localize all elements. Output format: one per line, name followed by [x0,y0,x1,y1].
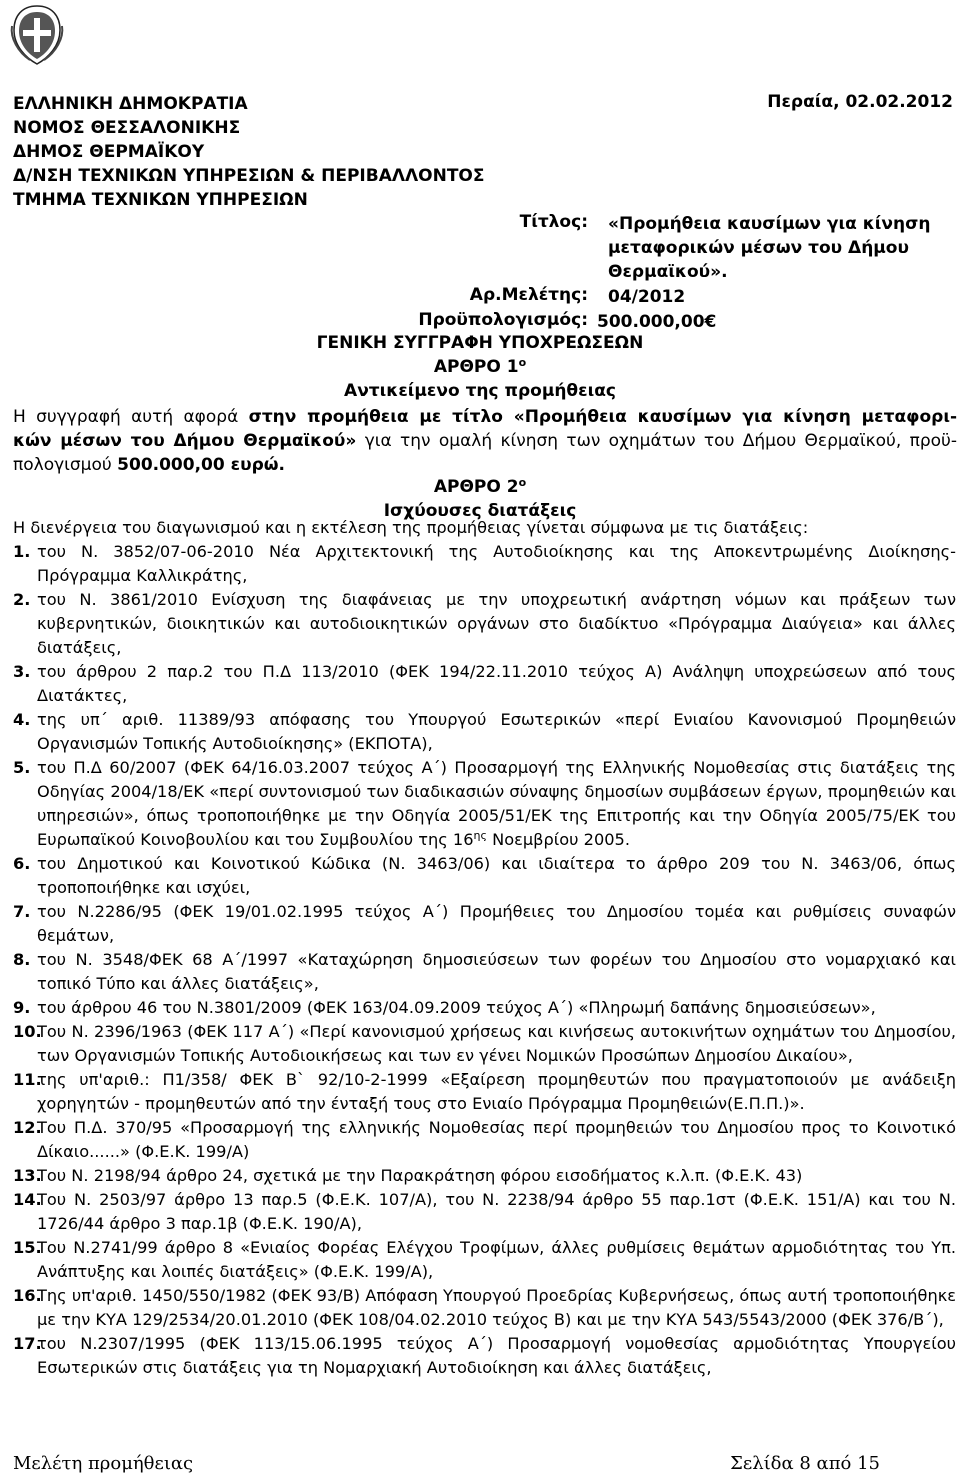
org-line-department: ΤΜΗΜΑ ΤΕΧΝΙΚΩΝ ΥΠΗΡΕΣΙΩΝ [13,190,308,210]
item-text: Του Ν. 2503/97 άρθρο 13 παρ.5 (Φ.Ε.Κ. 107/Α), του Ν. 2238/94 άρθρο 55 παρ.1στ (Φ.Ε.Κ. 151/Α) και του Ν. 1726/44 άρθρο 3 παρ.1β (Φ.Ε.Κ. 190/Α), [37,1190,956,1233]
title-value-line: «Προμήθεια καυσίμων για κίνηση [608,214,931,234]
footer-document-name: Μελέτη προμήθειας [13,1453,194,1474]
item-number: 12. [13,1118,42,1137]
item-number: 6. [13,854,31,873]
item-text: του άρθρου 2 παρ.2 του Π.Δ 113/2010 (ΦΕΚ 194/22.11.2010 τεύχος Α) Ανάληψη υποχρεώσεων από τους Διατάκτες, [37,662,956,705]
org-line-republic: ΕΛΛΗΝΙΚΗ ΔΗΜΟΚΡΑΤΙΑ [13,94,248,114]
text-span: για την ομαλή κίνηση των οχημάτων του Δήμου Θερμαϊκού, προϋ- [356,431,958,451]
issuer-block [13,92,485,212]
section-title: ΓΕΝΙΚΗ ΣΥΓΓΡΑΦΗ ΥΠΟΧΡΕΩΣΕΩΝ [316,333,644,353]
item-number: 15. [13,1238,42,1257]
item-number: 3. [13,662,31,681]
item-number: 5. [13,758,31,777]
greek-emblem-icon [8,4,66,66]
item-number: 4. [13,710,31,729]
list-item [13,1020,956,1068]
item-text: του άρθρου 46 του Ν.3801/2009 (ΦΕΚ 163/04.09.2009 τεύχος Α΄) «Πληρωμή δαπάνης δημοσιεύσεων», [37,998,876,1017]
item-number: 2. [13,590,31,609]
list-item [13,1284,956,1332]
item-text: της υπ΄ αριθ. 11389/93 απόφασης του Υπουργού Εσωτερικών «περί Ενιαίου Κανονισμού Προμηθειών Οργανισμών Τοπικής Αυτοδιοίκησης» (ΕΚΠΟΤΑ), [37,710,956,753]
list-item [13,1116,956,1164]
org-line-directorate: Δ/ΝΣΗ ΤΕΧΝΙΚΩΝ ΥΠΗΡΕΣΙΩΝ & ΠΕΡΙΒΑΛΛΟΝΤΟΣ [13,166,485,186]
list-item [13,948,956,996]
item-text: Του Ν. 2396/1963 (ΦΕΚ 117 Α΄) «Περί κανονισμού χρήσεως και κινήσεως αυτοκινήτων οχημάτων του Δημοσίου, των Οργανισμών Τοπικής Αυτοδιοικήσεως και των εν γένει Νομικών Προσώπων Δημοσίου Δικαίου», [37,1022,956,1065]
list-item [13,540,956,588]
item-text-tail: Νοεμβρίου 2005. [486,830,631,849]
text-span: πολογισμού [13,455,118,475]
title-label: Τίτλος: [519,212,588,232]
item-text: του Π.Δ 60/2007 (ΦΕΚ 64/16.03.2007 τεύχος Α΄) Προσαρμογή της Ελληνικής Νομοθεσίας στις διατάξεις της Οδηγίας 2004/18/ΕΚ «περί συντονισμού των διαδικασιών σύναψης δημοσίων συμβάσεων έργων, προμηθειών και υπηρεσιών», όπως τροποποιήθηκε με την Οδηγία 2005/51/ΕΚ της Επιτροπής και την Οδηγία 2005/75/ΕΚ του Ευρωπαϊκού Κοινοβουλίου και του Συμβουλίου της 16 [37,758,956,849]
article-2-subtitle: Ισχύουσες διατάξεις [383,501,577,521]
article-1-heading-sup: ο [518,356,527,369]
list-item [13,660,956,708]
title-value-line: Θερμαϊκού». [608,262,728,282]
budget-value: 500.000,00€ [597,312,717,332]
budget-label: Προϋπολογισμός: [418,310,588,330]
document-date: Περαία, 02.02.2012 [767,92,953,112]
item-text: του Δημοτικού και Κοινοτικού Κώδικα (Ν. 3463/06) και ιδιαίτερα το άρθρο 209 του Ν. 3463/06, όπως τροποποιήθηκε και ισχύει, [37,854,956,897]
list-item [13,588,956,660]
item-number: 14. [13,1190,42,1209]
item-text: Του Ν. 2198/94 άρθρο 24, σχετικά με την Παρακράτηση φόρου εισοδήματος κ.λ.π. (Φ.Ε.Κ. 43) [37,1166,803,1185]
title-value-line: μεταφορικών μέσων του Δήμου [608,238,909,258]
list-item [13,1236,956,1284]
item-text: Του Ν.2741/99 άρθρο 8 «Ενιαίος Φορέας Ελέγχου Τροφίμων, άλλες ρυθμίσεις θεμάτων αρμοδιότητας του Υπ. Ανάπτυξης και λοιπές διατάξεις» (Φ.Ε.Κ. 199/Α), [37,1238,956,1281]
item-text: Της υπ'αριθ. 1450/550/1982 (ΦΕΚ 93/Β) Απόφαση Υπουργού Προεδρίας Κυβερνήσεως, όπως αυτή τροποποιήθηκε με την ΚΥΑ 129/2534/20.01.2010 (ΦΕΚ 108/04.02.2010 τεύχος Β) και με την ΚΥΑ 543/5543/2000 (ΦΕΚ 376/Β΄), [37,1286,956,1329]
paragraph-line [13,453,957,477]
item-number: 10. [13,1022,42,1041]
paragraph-line [13,405,957,429]
list-item [13,1332,956,1380]
item-number: 8. [13,950,31,969]
item-text: του Ν.2286/95 (ΦΕΚ 19/01.02.1995 τεύχος Α΄) Προμήθειες του Δημοσίου τομέα και ρυθμίσεις συναφών θεμάτων, [37,902,956,945]
list-item [13,900,956,948]
item-text: του Ν. 3548/ΦΕΚ 68 Α΄/1997 «Καταχώρηση δημοσιεύσεων των φορέων του Δημοσίου στο νομαρχιακό και τοπικό Τύπο και άλλες διατάξεις», [37,950,956,993]
list-item [13,1164,956,1188]
item-number: 17. [13,1334,42,1353]
paragraph-line [13,429,957,453]
article-1-paragraph [13,405,957,477]
item-number: 11. [13,1070,42,1089]
bold-span: στην προμήθεια με τίτλο «Προμήθεια καυσίμων για κίνηση μεταφορι- [248,407,957,427]
study-number-label: Αρ.Μελέτης: [469,285,588,305]
list-item [13,756,956,852]
list-item [13,1188,956,1236]
text-span: Η συγγραφή αυτή αφορά [13,407,249,427]
article-1-subtitle: Αντικείμενο της προμήθειας [344,381,616,401]
item-text: του Ν.2307/1995 (ΦΕΚ 113/15.06.1995 τεύχος Α΄) Προσαρμογή νομοθεσίας αρμοδιότητας Υπουργείου Εσωτερικών στις διατάξεις για τη Νομαρχιακή Αυτοδιοίκηση και άλλες διατάξεις, [37,1334,956,1377]
item-number: 13. [13,1166,42,1185]
org-line-municipality: ΔΗΜΟΣ ΘΕΡΜΑΪΚΟΥ [13,142,205,162]
list-item [13,996,956,1020]
list-item [13,1068,956,1116]
list-item [13,852,956,900]
article-1-heading-text: ΑΡΘΡΟ 1 [433,357,519,377]
org-line-prefecture: ΝΟΜΟΣ ΘΕΣΣΑΛΟΝΙΚΗΣ [13,118,241,138]
article-2-heading [0,477,960,497]
bold-span: κών μέσων του Δήμου Θερμαϊκού» [13,431,357,451]
footer-page-number: Σελίδα 8 από 15 [730,1453,880,1474]
bold-span: 500.000,00 ευρώ. [117,455,285,475]
article-2-heading-text: ΑΡΘΡΟ 2 [433,477,519,497]
article-1-heading [0,357,960,377]
item-text: Του Π.Δ. 370/95 «Προσαρμογή της ελληνικής Νομοθεσίας περί προμηθειών του Δημοσίου προς το Κοινοτικό Δίκαιο......» (Φ.Ε.Κ. 199/Α) [37,1118,956,1161]
item-sup: ης [473,829,487,842]
list-item [13,708,956,756]
item-text: της υπ'αριθ.: Π1/358/ ΦΕΚ Β` 92/10-2-1999 «Εξαίρεση προμηθευτών που πραγματοποιούν με ανάδειξη χορηγητών - προμηθευτών από την ένταξή τους στο Ενιαίο Πρόγραμμα Προμηθειών(Ε.Π.Π.)». [37,1070,956,1113]
article-2-heading-sup: ο [518,476,527,489]
item-text-wrap [37,756,956,852]
item-number: 16. [13,1286,42,1305]
article-2-intro: Η διενέργεια του διαγωνισμού και η εκτέλεση της προμήθειας γίνεται σύμφωνα με τις διατάξεις: [13,518,809,537]
item-number: 9. [13,998,31,1017]
item-number: 1. [13,542,31,561]
item-text: του Ν. 3861/2010 Ενίσχυση της διαφάνειας με την υποχρεωτική ανάρτηση νόμων και πράξεων των κυβερνητικών, διοικητικών και αυτοδιοικητικών οργάνων στο διαδίκτυο «Πρόγραμμα Διαύγεια» και άλλες διατάξεις, [37,590,956,657]
study-number-value: 04/2012 [608,287,686,307]
item-number: 7. [13,902,31,921]
provisions-list [0,540,960,1380]
title-value [608,212,930,284]
item-text: του Ν. 3852/07-06-2010 Νέα Αρχιτεκτονική της Αυτοδιοίκησης και της Αποκεντρωμένης Διοίκησης- Πρόγραμμα Καλλικράτης, [37,542,956,585]
